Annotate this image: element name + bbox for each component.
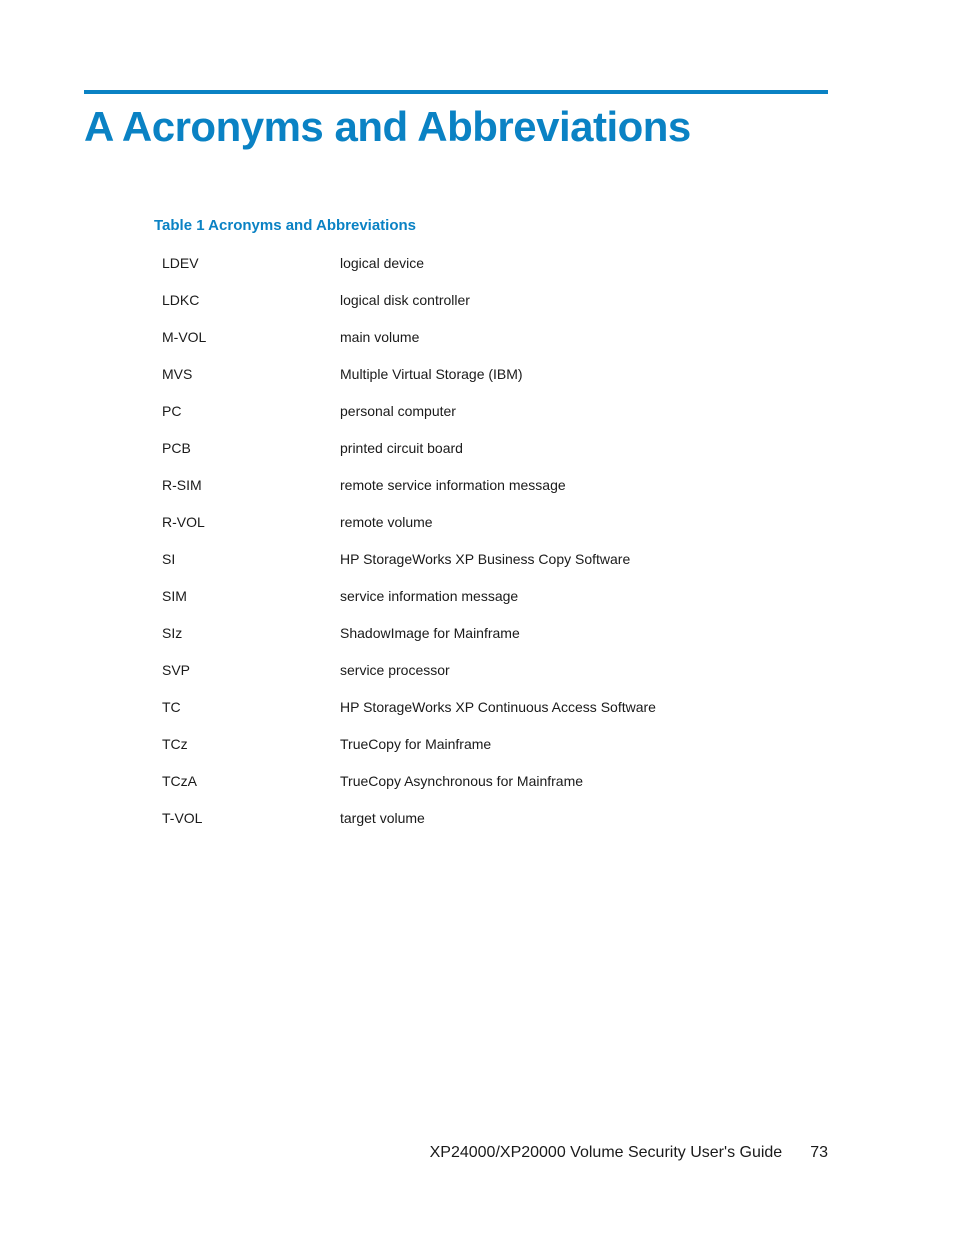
table-row	[162, 725, 762, 762]
table-row	[162, 318, 762, 355]
acronym-term: T-VOL	[162, 809, 203, 826]
acronym-definition: personal computer	[340, 402, 456, 419]
acronym-definition: logical disk controller	[340, 291, 470, 308]
acronym-definition: main volume	[340, 328, 420, 345]
acronym-term: SVP	[162, 661, 191, 678]
table-row	[162, 355, 762, 392]
acronym-definition: printed circuit board	[340, 439, 463, 456]
table-row	[162, 392, 762, 429]
acronym-definition: target volume	[340, 809, 425, 826]
acronym-definition: TrueCopy for Mainframe	[340, 735, 492, 752]
page-footer	[430, 1143, 828, 1163]
acronym-definition: HP StorageWorks XP Continuous Access Software	[340, 698, 656, 715]
table-row	[162, 688, 762, 725]
table-row	[162, 577, 762, 614]
table-row	[162, 503, 762, 540]
table-row	[162, 762, 762, 799]
acronym-definition: TrueCopy Asynchronous for Mainframe	[340, 772, 584, 789]
table-row	[162, 540, 762, 577]
acronym-term: PCB	[162, 439, 191, 456]
acronym-term: PC	[162, 402, 182, 419]
table-row	[162, 614, 762, 651]
acronym-term: R-VOL	[162, 513, 205, 530]
acronym-definition: ShadowImage for Mainframe	[340, 624, 520, 641]
acronym-term: TC	[162, 698, 181, 715]
table-row	[162, 281, 762, 318]
acronym-term: M-VOL	[162, 328, 207, 345]
table-row	[162, 799, 762, 836]
acronym-term: R-SIM	[162, 476, 202, 493]
page-number: 73	[810, 1144, 828, 1161]
table-row	[162, 429, 762, 466]
acronym-term: SI	[162, 550, 176, 567]
footer-guide-title: XP24000/XP20000 Volume Security User's Guide	[429, 1144, 783, 1161]
acronym-term: SIz	[162, 624, 183, 641]
acronym-definition: Multiple Virtual Storage (IBM)	[340, 365, 523, 382]
acronym-term: SIM	[162, 587, 187, 604]
acronyms-table	[162, 244, 762, 836]
acronym-term: TCz	[162, 735, 188, 752]
chapter-title: A Acronyms and Abbreviations	[84, 103, 691, 150]
table-row	[162, 466, 762, 503]
acronym-definition: HP StorageWorks XP Business Copy Software	[340, 550, 631, 567]
chapter-top-rule	[84, 90, 828, 94]
acronym-term: LDEV	[162, 254, 199, 271]
table-row	[162, 651, 762, 688]
acronym-definition: remote volume	[340, 513, 433, 530]
acronym-term: LDKC	[162, 291, 200, 308]
acronym-definition: service information message	[340, 587, 519, 604]
acronym-term: MVS	[162, 365, 193, 382]
table-caption: Table 1 Acronyms and Abbreviations	[154, 217, 417, 234]
acronym-term: TCzA	[162, 772, 197, 789]
acronym-definition: logical device	[340, 254, 425, 271]
acronym-definition: service processor	[340, 661, 450, 678]
acronym-definition: remote service information message	[340, 476, 566, 493]
table-row	[162, 244, 762, 281]
